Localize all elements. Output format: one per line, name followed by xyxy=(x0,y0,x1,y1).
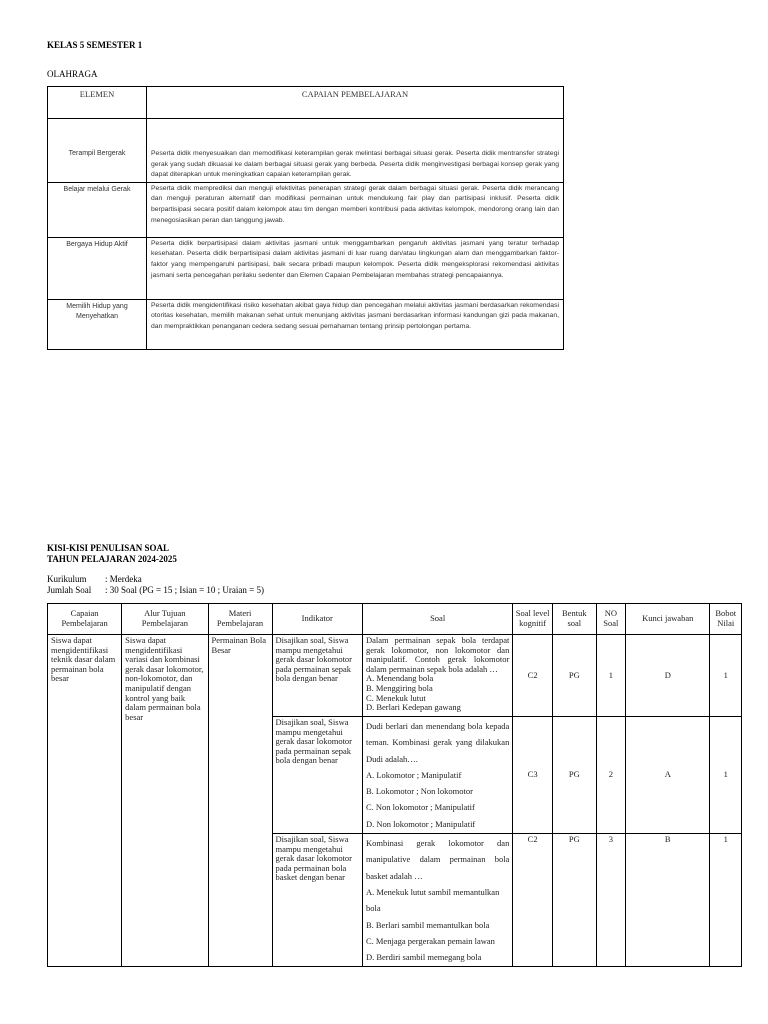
kisi-title xyxy=(47,543,177,565)
header-elemen: ELEMEN xyxy=(48,87,147,119)
table-row xyxy=(48,119,564,183)
soal-cell xyxy=(362,635,512,717)
kunci-cell: D xyxy=(626,635,710,717)
soal-option: C. Menekuk lutut xyxy=(365,692,426,703)
soal-option: B. Berlari sambil memantulkan bola xyxy=(365,919,490,930)
table-row xyxy=(48,237,564,299)
kisi-title-line2: TAHUN PELAJARAN 2024-2025 xyxy=(47,554,177,564)
soal-cell xyxy=(362,717,512,834)
kurikulum-value: : Merdeka xyxy=(105,574,142,584)
kunci-cell: B xyxy=(626,834,710,967)
header-alur: Alur Tujuan Pembelajaran xyxy=(122,604,208,635)
soal-option: D. Berlari Kedepan gawang xyxy=(365,702,461,713)
kisi-table-header xyxy=(48,604,742,635)
no-cell: 3 xyxy=(596,834,625,967)
header-bentuk: Bentuk soal xyxy=(552,604,596,635)
header-no: NO Soal xyxy=(596,604,625,635)
elemen-cell: Terampil Bergerak xyxy=(48,119,147,183)
alur-cell: Siswa dapat mengidentifikasi variasi dan kombinasi gerak dasar lokomotor, non-lokomotor, dan manipulatif dengan kontrol yang baik dalam permainan bola besar xyxy=(122,635,208,967)
level-cell: C2 xyxy=(513,834,553,967)
soal-option: A. Menekuk lutut sambil memantulkan bola xyxy=(365,886,500,914)
soal-option: A. Menendang bola xyxy=(365,673,434,684)
no-cell: 1 xyxy=(596,635,625,717)
bobot-cell: 1 xyxy=(710,635,742,717)
no-cell: 2 xyxy=(596,717,625,834)
soal-option: C. Menjaga pergerakan pemain lawan xyxy=(365,935,495,946)
kisi-title-line1: KISI-KISI PENULISAN SOAL xyxy=(47,543,170,553)
level-cell: C2 xyxy=(513,635,553,717)
elemen-cell: Bergaya Hidup Aktif xyxy=(48,237,147,299)
capaian-cell: Peserta didik memprediksi dan menguji efektivitas penerapan strategi gerak dalam berbagai situasi gerak. Peserta didik merancang dan menguji peraturan alternatif dan modifikasi permainan untuk mendukung fair play dan partisipasi inklusif. Peserta didik berpartisipasi secara positif dalam kelompok atau tim dengan memberi kontribusi pada aktivitas kelompok, mendorong orang lain dan menegosiasikan peran dan tanggung jawab. xyxy=(147,182,564,237)
header-kunci: Kunci jawaban xyxy=(626,604,710,635)
capaian-cell: Peserta didik menyesuaikan dan memodifikasi keterampilan gerak melintasi berbagai situasi gerak. Peserta didik mentransfer strategi gerak yang sudah dikuasai ke dalam berbagai situasi gerak yang berbeda. Peserta didik menginvestigasi berbagai konsep gerak yang dapat diterapkan untuk meningkatkan capaian keterampilan gerak. xyxy=(147,119,564,183)
level-cell: C3 xyxy=(513,717,553,834)
jumlah-soal-row xyxy=(47,585,264,596)
header-capaian: CAPAIAN PEMBELAJARAN xyxy=(147,87,564,119)
kisi-meta xyxy=(47,574,264,596)
soal-option: D. Non lokomotor ; Manipulatif xyxy=(365,818,476,829)
bentuk-cell: PG xyxy=(552,834,596,967)
table-row xyxy=(48,299,564,349)
soal-option: A. Lokomotor ; Manipulatif xyxy=(365,769,462,780)
capaian-table xyxy=(47,86,564,350)
header-soal: Soal xyxy=(362,604,512,635)
materi-cell: Permainan Bola Besar xyxy=(208,635,272,967)
capaian-cell: Peserta didik mengidentifikasi risiko kesehatan akibat gaya hidup dan pencegahan melalui aktivitas jasmani berdasarkan rekomendasi otoritas kesehatan, memilih makanan sehat untuk menunjang aktivitas jasmani berdasarkan informasi kandungan gizi pada makanan, dan mempraktikkan penanganan cedera sedang sesuai pemahaman tentang prinsip pertolongan pertama. xyxy=(147,299,564,349)
elemen-cell: Belajar melalui Gerak xyxy=(48,182,147,237)
subject-label: OLAHRAGA xyxy=(47,69,98,79)
table-row xyxy=(48,635,742,717)
header-indikator: Indikator xyxy=(272,604,362,635)
kurikulum-row xyxy=(47,574,264,585)
soal-option: B. Menggiring bola xyxy=(365,682,433,693)
capaian-cell: Peserta didik berpartisipasi dalam aktivitas jasmani untuk menggambarkan pengaruh aktivitas jasmani yang teratur terhadap kesehatan. Peserta didik berpartisipasi dalam aktivitas jasmani di luar ruang dan/atau lingkungan alam dan menggambarkan faktor-faktor yang mempengaruhi partisipasi, baik secara pribadi maupun kelompok. Peserta didik mengeksplorasi rekomendasi aktivitas jasmani serta pencegahan perilaku sedenter dan Elemen Capaian Pembelajaran membahas strategi pencapaiannya. xyxy=(147,237,564,299)
header-materi: Materi Pembelajaran xyxy=(208,604,272,635)
soal-option: C. Non lokomotor ; Manipulatif xyxy=(365,802,475,813)
kunci-cell: A xyxy=(626,717,710,834)
kurikulum-label: Kurikulum xyxy=(47,574,87,584)
soal-question: Dudi berlari dan menendang bola kepada teman. Kombinasi gerak yang dilakukan Dudi adalah…. xyxy=(365,721,510,764)
capaian-table-header xyxy=(48,87,564,119)
table-row xyxy=(48,182,564,237)
indikator-cell: Disajikan soal, Siswa mampu mengetahui gerak dasar lokomotor pada permainan sepak bola dengan benar xyxy=(272,635,362,717)
header-level: Soal level kognitif xyxy=(513,604,553,635)
jumlah-soal-value: : 30 Soal (PG = 15 ; Isian = 10 ; Uraian = 5) xyxy=(105,585,264,595)
header-capaian: Capaian Pembelajaran xyxy=(48,604,122,635)
soal-cell xyxy=(362,834,512,967)
bentuk-cell: PG xyxy=(552,635,596,717)
indikator-cell: Disajikan soal, Siswa mampu mengetahui gerak dasar lokomotor pada permainan sepak bola dengan benar xyxy=(272,717,362,834)
document-title: KELAS 5 SEMESTER 1 xyxy=(47,40,143,50)
soal-question: Dalam permainan sepak bola terdapat gerak lokomotor, non lokomotor dan manipulatif. Contoh gerak lokomotor dalam permainan sepak bola adalah … xyxy=(365,635,510,674)
soal-question: Kombinasi gerak lokomotor dan manipulative dalam permainan bola basket adalah … xyxy=(365,838,510,881)
indikator-cell: Disajikan soal, Siswa mampu mengetahui gerak dasar lokomotor pada permainan bola basket dengan benar xyxy=(272,834,362,967)
jumlah-soal-label: Jumlah Soal xyxy=(47,585,92,595)
bentuk-cell: PG xyxy=(552,717,596,834)
kisi-table xyxy=(47,603,742,967)
bobot-cell: 1 xyxy=(710,834,742,967)
elemen-cell: Memilih Hidup yang Menyehatkan xyxy=(48,299,147,349)
capaian-cell: Siswa dapat mengidentifikasi teknik dasar dalam permainan bola besar xyxy=(48,635,122,967)
bobot-cell: 1 xyxy=(710,717,742,834)
soal-option: D. Berdiri sambil memegang bola xyxy=(365,952,482,963)
soal-option: B. Lokomotor ; Non lokomotor xyxy=(365,786,473,797)
header-bobot: Bobot Nilai xyxy=(710,604,742,635)
